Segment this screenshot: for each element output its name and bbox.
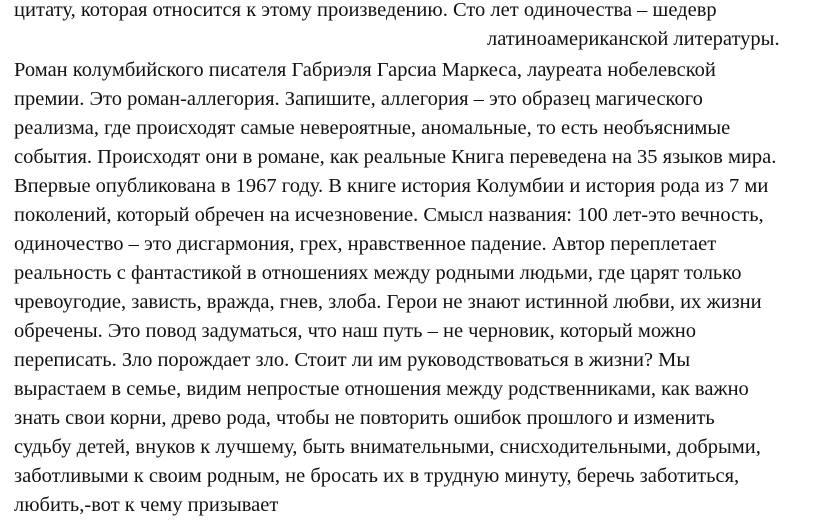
text-line-13: переписать. Зло порождает зло. Стоит ли им руководствоваться в жизни? Мы [14,349,691,371]
text-line-7: Впервые опубликована в 1967 году. В книге история Колумбии и история рода из 7 ми [14,175,769,197]
text-line-1: цитату, которая относится к этому произведению. Сто лет одиночества – шедевр [14,0,717,21]
text-line-12: обречены. Это повод задуматься, что наш путь – не черновик, который можно [14,320,696,342]
text-line-8: поколений, который обречен на исчезновение. Смысл названия: 100 лет-это вечность, [14,204,764,226]
text-line-5: реализма, где происходят самые невероятные, аномальные, то есть необъяснимые [14,117,731,139]
text-line-18: любить,-вот к чему призывает [14,494,279,516]
text-line-15: знать свои корни, древо рода, чтобы не повторить ошибок прошлого и изменить [14,407,715,429]
text-line-3: Роман колумбийского писателя Габриэля Гарсиа Маркеса, лауреата нобелевской [14,59,716,81]
text-line-4: премии. Это роман-аллегория. Запишите, аллегория – это образец магического [14,88,703,110]
text-line-17: заботливыми к своим родным, не бросать их в трудную минуту, беречь заботиться, [14,465,740,487]
text-line-9: одиночество – это дисгармония, грех, нравственное падение. Автор переплетает [14,233,717,255]
text-line-10: реальность с фантастикой в отношениях между родными людьми, где царят только [14,262,742,284]
text-line-2: латиноамериканской литературы. [487,28,780,50]
text-line-14: вырастаем в семье, видим непростые отношения между родственниками, как важно [14,378,749,400]
text-line-16: судьбу детей, внуков к лучшему, быть внимательными, снисходительными, добрыми, [14,436,761,458]
text-line-6: события. Происходят они в романе, как реальные Книга переведена на 35 языков мира. [14,146,777,168]
text-line-11: чревоугодие, зависть, вражда, гнев, злоба. Герои не знают истинной любви, их жизни [14,291,762,313]
